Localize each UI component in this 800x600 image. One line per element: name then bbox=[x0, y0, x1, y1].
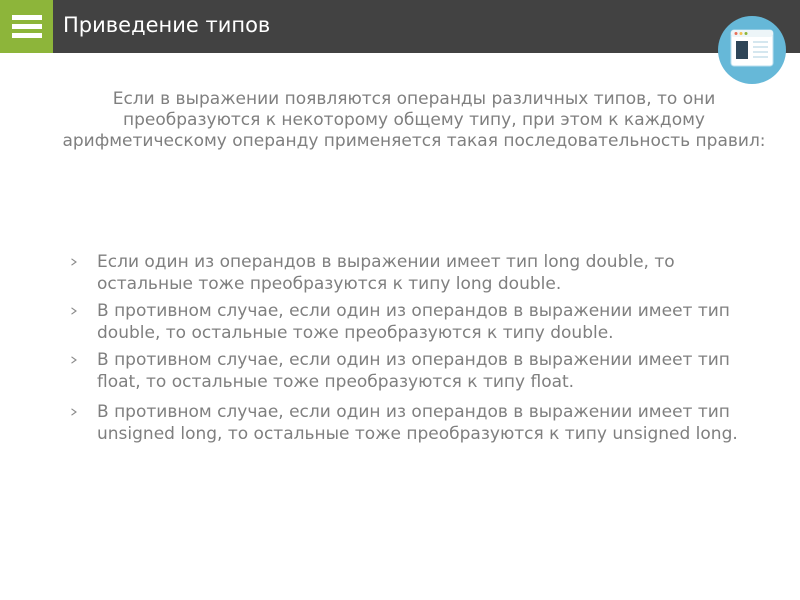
header-bar bbox=[0, 0, 800, 53]
chevron-right-icon bbox=[70, 307, 78, 315]
chevron-right-icon bbox=[70, 408, 78, 416]
rules-list bbox=[70, 251, 760, 450]
rule-text: В противном случае, если один из операндов в выражении имеет тип float, то остальные тоже преобразуются к типу float. bbox=[97, 350, 730, 392]
hamburger-menu-icon bbox=[12, 15, 42, 20]
list-item bbox=[70, 349, 760, 393]
menu-button[interactable] bbox=[0, 0, 53, 53]
rule-text: В противном случае, если один из операндов в выражении имеет тип double, то остальные тоже преобразуются к типу double. bbox=[97, 301, 730, 343]
intro-paragraph: Если в выражении появляются операнды различных типов, то они преобразуются к некоторому общему типу, при этом к каждому арифметическому операнду применяется такая последовательность правил: bbox=[62, 89, 766, 151]
list-item bbox=[70, 251, 760, 295]
chevron-right-icon bbox=[70, 356, 78, 364]
list-item bbox=[70, 401, 760, 445]
chevron-right-icon bbox=[70, 258, 78, 266]
hamburger-menu-icon-bottom bbox=[12, 33, 42, 38]
hamburger-menu-icon-middle bbox=[12, 24, 42, 29]
browser-window-icon bbox=[718, 16, 786, 84]
page-title: Приведение типов bbox=[63, 13, 271, 37]
list-item bbox=[70, 300, 760, 344]
rule-text: В противном случае, если один из операндов в выражении имеет тип unsigned long, то остальные тоже преобразуются к типу unsigned long. bbox=[97, 402, 738, 444]
rule-text: Если один из операндов в выражении имеет тип long double, то остальные тоже преобразуются к типу long double. bbox=[97, 252, 675, 294]
